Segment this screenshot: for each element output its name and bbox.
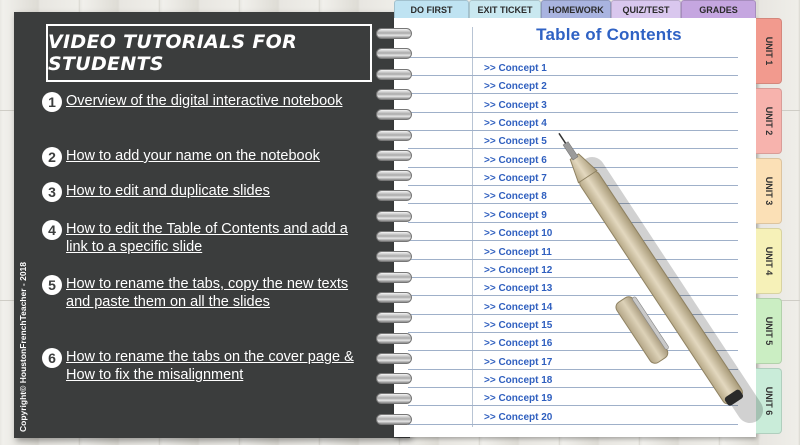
toc-concept-link[interactable]: >> Concept 13	[484, 283, 553, 295]
tab-unit-5[interactable]	[756, 298, 782, 364]
spiral-ring-icon	[376, 170, 412, 181]
tutorial-link[interactable]: How to rename the tabs, copy the new texts and paste them on all the slides	[66, 276, 349, 310]
toc-concept-link[interactable]: >> Concept 2	[484, 81, 547, 93]
toc-row	[408, 406, 738, 425]
notebook-page	[394, 17, 756, 437]
tutorial-number: 6	[42, 348, 62, 368]
toc-row	[408, 204, 738, 223]
toc-concept-link[interactable]: >> Concept 19	[484, 393, 553, 405]
spiral-ring-icon	[376, 130, 412, 141]
toc-row	[408, 259, 738, 278]
tab-unit-2[interactable]	[756, 88, 782, 154]
tutorial-link[interactable]: Overview of the digital interactive notebook	[66, 93, 343, 109]
toc-row	[408, 94, 738, 113]
spiral-ring-icon	[376, 231, 412, 242]
toc-concept-link[interactable]: >> Concept 6	[484, 154, 547, 166]
tab-quiz-test[interactable]: QUIZ/TEST	[611, 0, 681, 18]
toc-row	[408, 222, 738, 241]
toc-concept-link[interactable]: >> Concept 15	[484, 319, 553, 331]
toc-row	[408, 369, 738, 388]
spiral-ring-icon	[376, 28, 412, 39]
toc-row	[408, 277, 738, 296]
toc-concept-link[interactable]: >> Concept 20	[484, 411, 553, 423]
tab-unit-6[interactable]	[756, 368, 782, 434]
spiral-ring-icon	[376, 272, 412, 283]
toc-concept-link[interactable]: >> Concept 11	[484, 246, 552, 258]
top-tab-bar	[394, 0, 756, 18]
tutorial-link[interactable]: How to edit the Table of Contents and add a link to a specific slide	[66, 221, 348, 255]
spiral-ring-icon	[376, 333, 412, 344]
tutorials-title: VIDEO TUTORIALS FOR STUDENTS	[48, 31, 298, 75]
tutorial-item-5[interactable]	[42, 275, 366, 311]
unit-tab-label: UNIT 3	[763, 176, 774, 206]
spiral-ring-icon	[376, 292, 412, 303]
tutorial-number: 2	[42, 147, 62, 167]
toc-row	[408, 296, 738, 315]
tab-unit-4[interactable]	[756, 228, 782, 294]
toc-title: Table of Contents	[536, 25, 682, 44]
toc-concept-link[interactable]: >> Concept 12	[484, 264, 553, 276]
toc-concept-link[interactable]: >> Concept 8	[484, 191, 547, 203]
tutorial-number: 5	[42, 275, 62, 295]
spiral-ring-icon	[376, 393, 412, 404]
spiral-ring-icon	[376, 414, 412, 425]
toc-concept-link[interactable]: >> Concept 18	[484, 374, 553, 386]
toc-concept-link[interactable]: >> Concept 4	[484, 118, 547, 130]
toc-concept-link[interactable]: >> Concept 9	[484, 209, 547, 221]
unit-tab-label: UNIT 4	[763, 246, 774, 276]
tutorial-item-2[interactable]	[42, 147, 366, 167]
toc-row	[408, 241, 738, 260]
toc-row	[408, 351, 738, 370]
toc-concept-link[interactable]: >> Concept 14	[484, 301, 553, 313]
tutorial-number: 3	[42, 182, 62, 202]
spiral-ring-icon	[376, 150, 412, 161]
tab-do-first[interactable]: DO FIRST	[394, 0, 469, 18]
unit-tab-label: UNIT 6	[763, 386, 774, 416]
spiral-ring-icon	[376, 109, 412, 120]
tutorial-link[interactable]: How to edit and duplicate slides	[66, 183, 270, 199]
toc-row	[408, 387, 738, 406]
unit-tab-label: UNIT 5	[763, 316, 774, 346]
toc-row	[408, 149, 738, 168]
tutorials-title-box	[46, 24, 372, 82]
toc-row	[408, 332, 738, 351]
tutorial-item-6[interactable]	[42, 348, 366, 384]
unit-tab-label: UNIT 1	[763, 36, 774, 66]
tutorial-number: 1	[42, 92, 62, 112]
spiral-ring-icon	[376, 353, 412, 364]
toc-row	[408, 167, 738, 186]
tutorials-panel	[14, 12, 410, 438]
toc-concept-link[interactable]: >> Concept 3	[484, 99, 547, 111]
tutorial-item-1[interactable]	[42, 92, 366, 112]
toc-row	[408, 130, 738, 149]
tab-unit-3[interactable]	[756, 158, 782, 224]
toc-row	[408, 57, 738, 76]
tab-grades[interactable]: GRADES	[681, 0, 756, 18]
toc-header-line	[408, 39, 738, 58]
spiral-ring-icon	[376, 190, 412, 201]
toc-concept-link[interactable]: >> Concept 1	[484, 63, 547, 74]
tutorial-item-3[interactable]	[42, 182, 366, 202]
toc-row	[408, 185, 738, 204]
spiral-ring-icon	[376, 312, 412, 323]
spiral-ring-icon	[376, 48, 412, 59]
tab-unit-1[interactable]	[756, 18, 782, 84]
toc-row	[408, 314, 738, 333]
spiral-ring-icon	[376, 251, 412, 262]
tab-homework[interactable]: HOMEWORK	[541, 0, 611, 18]
unit-tab-label: UNIT 2	[763, 106, 774, 136]
copyright-text: Copyright© HoustonFrenchTeacher - 2018	[18, 262, 28, 432]
toc-row	[408, 112, 738, 131]
spiral-ring-icon	[376, 89, 412, 100]
spiral-ring-icon	[376, 211, 412, 222]
toc-concept-link[interactable]: >> Concept 7	[484, 173, 547, 185]
tab-exit-ticket[interactable]: EXIT TICKET	[469, 0, 541, 18]
tutorial-link[interactable]: How to rename the tabs on the cover page & How to fix the misalignment	[66, 349, 354, 383]
toc-concept-link[interactable]: >> Concept 5	[484, 136, 547, 148]
tutorial-number: 4	[42, 220, 62, 240]
tutorial-link[interactable]: How to add your name on the notebook	[66, 148, 320, 164]
toc-row	[408, 75, 738, 94]
spiral-ring-icon	[376, 69, 412, 80]
tutorial-item-4[interactable]	[42, 220, 366, 256]
toc-concept-link[interactable]: >> Concept 10	[484, 228, 553, 240]
spiral-ring-icon	[376, 373, 412, 384]
toc-concept-link[interactable]: >> Concept 16	[484, 338, 553, 350]
toc-concept-link[interactable]: >> Concept 17	[484, 356, 553, 368]
